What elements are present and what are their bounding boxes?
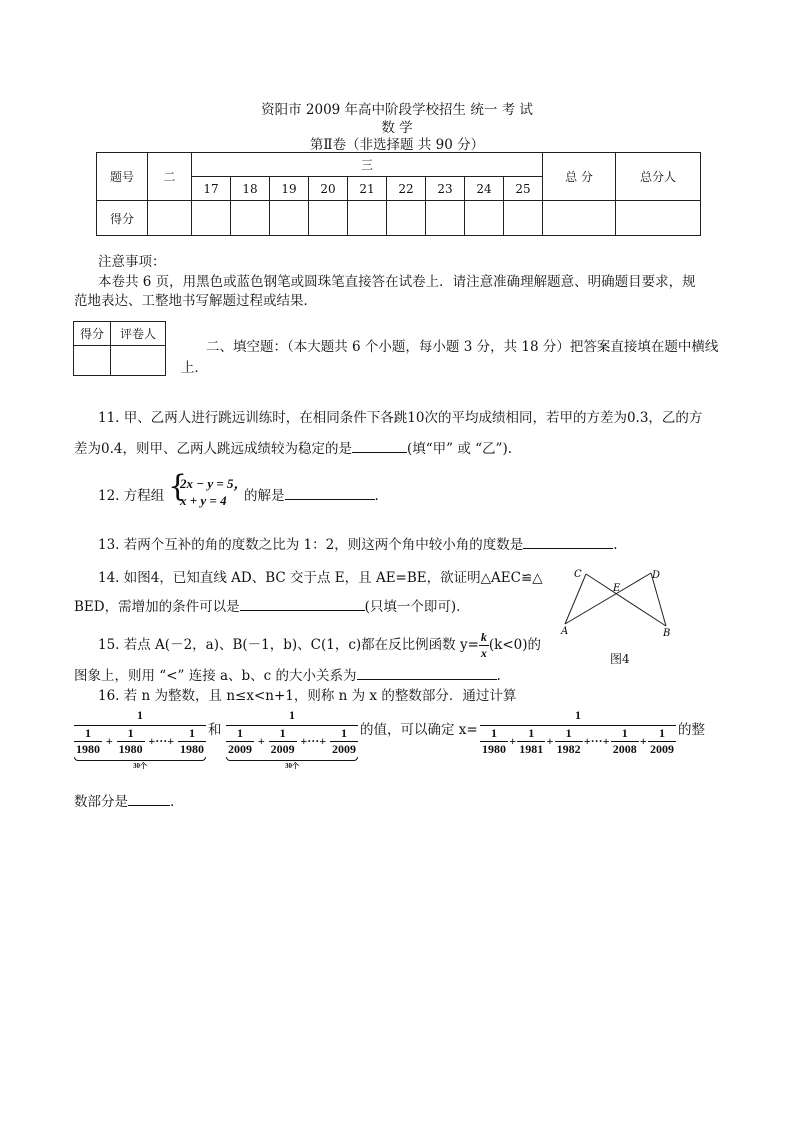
- figure-label-b: B: [663, 628, 671, 639]
- q16-f1-count: 30个: [133, 762, 147, 770]
- table-col-24: 24: [465, 177, 504, 201]
- q12-eq1: [180, 473, 247, 492]
- notice-line-1: 本卷共 6 页，用黑色或蓝色钢笔或圆珠笔直接答在试卷上．请注意准确理解题意、明确题目要求，规: [98, 274, 696, 290]
- table-cell-total: 总 分: [543, 153, 616, 201]
- q12-eq1-tail: ，: [233, 476, 247, 491]
- figure-label-c: C: [574, 569, 582, 580]
- fraction-numerator: 1: [565, 726, 572, 740]
- q13-line: [98, 533, 618, 553]
- figure-label-e: E: [613, 583, 621, 594]
- fraction-denominator: 2008: [612, 742, 637, 756]
- q16-fx-term-1981: [517, 726, 545, 757]
- q16-fx-plus-2: +: [546, 734, 554, 748]
- fraction-denominator: 2009: [649, 742, 674, 756]
- table-cell-san: 三: [192, 153, 543, 177]
- q16-f2-numerator: 1: [289, 708, 295, 722]
- q15-text-b: (k<0)的: [488, 637, 542, 653]
- q16-fx-term-1982: [555, 726, 583, 757]
- q16-f1-dots: +···+: [148, 734, 175, 748]
- fraction-denominator: 2009: [228, 742, 252, 756]
- q16-f2-dots: +···+: [300, 734, 327, 748]
- q13-answer-blank[interactable]: [523, 535, 613, 549]
- volume-title: 第Ⅱ卷（非选择题 共 90 分）: [309, 137, 485, 153]
- q15-text-c: 图象上，则用 “<” 连接 a、b、c 的大小关系为: [74, 668, 357, 684]
- score-input-total[interactable]: [543, 201, 616, 236]
- fraction-denominator: 1980: [118, 742, 143, 756]
- q11-answer-blank[interactable]: [352, 439, 407, 453]
- fraction-numerator: 1: [127, 726, 134, 740]
- q16-fx-term-2008: [611, 726, 639, 757]
- q16-fx-plus-1: +: [509, 734, 517, 748]
- q16-text-end: 数部分是: [74, 794, 128, 810]
- q16-answer-blank[interactable]: [128, 792, 170, 806]
- q12-suffix: 的解是: [244, 488, 285, 504]
- figure-label-d: D: [652, 570, 661, 581]
- q16-f1-plus: +: [105, 734, 113, 748]
- q12-suffix-line: [244, 484, 379, 504]
- q15-line-2: [74, 664, 501, 684]
- score-input-23[interactable]: [426, 201, 465, 236]
- q15-answer-blank[interactable]: [357, 666, 497, 680]
- q16-fx-dots: +···+: [583, 734, 610, 748]
- q16-mid-text: 的值，可以确定 x=: [360, 722, 478, 738]
- table-row-label-score: 得分: [97, 201, 148, 236]
- subject-title: 数 学: [381, 120, 413, 136]
- fraction-numerator: 1: [237, 726, 243, 740]
- q16-end: .: [170, 794, 175, 810]
- score-input-er[interactable]: [148, 201, 192, 236]
- fraction-numerator: 1: [491, 726, 497, 740]
- q14-text: BED，需增加的条件可以是: [74, 599, 240, 615]
- q16-fx-plus-3: +: [639, 734, 647, 748]
- table-cell-er: 二: [148, 153, 192, 201]
- q15-line-1: [98, 630, 541, 661]
- q12-answer-blank[interactable]: [285, 486, 375, 500]
- figure-segment-ca: [565, 574, 586, 624]
- figure-caption: 图4: [610, 652, 630, 666]
- table-row-label: 题号: [97, 153, 148, 201]
- figure-label-a: A: [561, 626, 569, 637]
- fraction-denominator: 1980: [179, 742, 204, 756]
- q16-fraction-1980: [74, 708, 206, 771]
- q13-text: 13. 若两个互补的角的度数之比为 1：2，则这两个角中较小角的度数是: [98, 537, 524, 553]
- score-input-20[interactable]: [309, 201, 348, 236]
- q16-f2-term-2: [269, 726, 297, 757]
- table-cell-scorer: 总分人: [616, 153, 701, 201]
- q16-f2-term-1: [226, 726, 254, 757]
- fraction-denominator: 1980: [76, 742, 100, 756]
- fraction-numerator: 1: [188, 726, 195, 740]
- q12-eq1-text: 2x − y = 5: [180, 476, 234, 491]
- score-input-18[interactable]: [231, 201, 270, 236]
- fraction-numerator: 1: [528, 726, 535, 740]
- q13-end: .: [613, 537, 618, 553]
- q16-fraction-2009: [226, 708, 358, 771]
- q12-brace: {: [168, 469, 188, 504]
- exam-title: 资阳市 2009 年高中阶段学校招生 统一 考 试: [261, 102, 533, 118]
- q15-end: .: [496, 668, 501, 684]
- score-input-21[interactable]: [348, 201, 387, 236]
- table-col-21: 21: [348, 177, 387, 201]
- grader-name-input[interactable]: [111, 346, 166, 376]
- q14-hint: (只填一个即可)．: [364, 599, 470, 615]
- score-input-22[interactable]: [387, 201, 426, 236]
- fraction-numerator: 1: [279, 726, 286, 740]
- q15-numerator: k: [480, 630, 487, 644]
- q11-line-1: 11. 甲、乙两人进行跳远训练时，在相同条件下各跳10次的平均成绩相同，若甲的方差为0.3，乙的方: [98, 410, 703, 426]
- score-input-19[interactable]: [270, 201, 309, 236]
- section-two-line-1: 二、填空题：（本大题共 6 个小题，每小题 3 分，共 18 分）把答案直接填在题中横线: [206, 339, 719, 355]
- q14-line-1: 14. 如图4，已知直线 AD、BC 交于点 E，且 AE=BE，欲证明△AEC≌△: [98, 570, 543, 586]
- notice-title: 注意事项：: [98, 254, 166, 270]
- q16-fx-numerator: 1: [575, 708, 581, 722]
- table-col-19: 19: [270, 177, 309, 201]
- q16-f1-term-3: [178, 726, 206, 757]
- q16-f1-term-1: [74, 726, 102, 757]
- q15-fraction: [479, 630, 489, 661]
- notice-line-2: 范地表达、工整地书写解题过程或结果．: [74, 293, 317, 309]
- grader-table: [73, 321, 166, 376]
- q15-denominator: x: [480, 646, 487, 660]
- fraction-denominator: 2009: [331, 742, 356, 756]
- q16-f1-numerator: 1: [137, 708, 143, 722]
- q16-fx-term-1980: [480, 726, 508, 757]
- q16-line-3: [74, 790, 174, 810]
- table-col-20: 20: [309, 177, 348, 201]
- grader-score-label: 得分: [74, 322, 111, 346]
- figure-4-diagram: [556, 564, 686, 664]
- score-input-24[interactable]: [465, 201, 504, 236]
- q12-eq2: x + y = 4: [180, 493, 227, 508]
- q12-prefix: 12. 方程组: [98, 488, 165, 504]
- fraction-denominator: 1982: [556, 742, 581, 756]
- table-col-22: 22: [387, 177, 426, 201]
- table-col-23: 23: [426, 177, 465, 201]
- section-two-line-2: 上．: [181, 360, 208, 376]
- q16-fx-term-2009: [648, 726, 676, 757]
- fraction-numerator: 1: [658, 726, 665, 740]
- q16-fraction-x: [480, 708, 676, 757]
- figure-segment-da: [565, 573, 651, 624]
- q15-text-a: 15. 若点 A(－2，a)、B(－1，b)、C(1，c)都在反比例函数 y=: [98, 637, 479, 653]
- fraction-denominator: 1981: [519, 742, 544, 756]
- q11-hint: (填“甲” 或 “乙”).: [406, 441, 512, 457]
- grader-name-label: 评卷人: [111, 322, 166, 346]
- fraction-numerator: 1: [85, 726, 91, 740]
- q14-answer-blank[interactable]: [240, 597, 365, 611]
- q11-text: 差为0.4，则甲、乙两人跳远成绩较为稳定的是: [74, 441, 352, 457]
- q16-tail: 的整: [678, 722, 705, 738]
- fraction-numerator: 1: [340, 726, 347, 740]
- score-input-17[interactable]: [192, 201, 231, 236]
- q16-f2-plus: +: [257, 734, 265, 748]
- q14-line-2: [74, 595, 470, 615]
- q16-and: 和: [208, 722, 222, 738]
- score-input-25[interactable]: [504, 201, 543, 236]
- table-col-17: 17: [192, 177, 231, 201]
- q16-f2-count: 30个: [285, 762, 299, 770]
- q16-line-1: 16. 若 n 为整数，且 n≤x<n+1，则称 n 为 x 的整数部分．通过计算: [98, 688, 517, 704]
- table-col-18: 18: [231, 177, 270, 201]
- q16-f1-term-2: [117, 726, 145, 757]
- fraction-denominator: 2009: [270, 742, 295, 756]
- fraction-numerator: 1: [621, 726, 628, 740]
- q11-line-2: [74, 437, 512, 457]
- q12-end: .: [374, 488, 379, 504]
- grader-score-input[interactable]: [74, 346, 111, 376]
- table-col-25: 25: [504, 177, 543, 201]
- q16-f2-term-3: [330, 726, 358, 757]
- score-input-scorer[interactable]: [616, 201, 701, 236]
- fraction-denominator: 1980: [482, 742, 506, 756]
- score-table: [96, 152, 701, 236]
